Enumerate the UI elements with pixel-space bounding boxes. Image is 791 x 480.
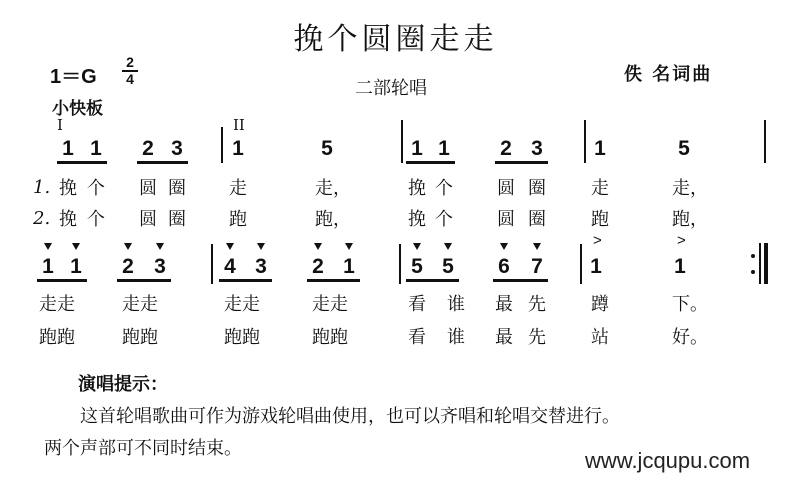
lyric: 跑 <box>591 209 609 230</box>
lyric: 挽 <box>59 209 77 230</box>
lyric: 跑跑 <box>224 327 260 348</box>
lyric: 挽 <box>59 178 77 199</box>
lyric: 好。 <box>672 327 708 348</box>
staccato-mark <box>533 243 541 250</box>
lyric: 个 <box>435 178 453 199</box>
note: 3 <box>154 255 166 278</box>
staccato-mark <box>444 243 452 250</box>
lyric: 蹲 <box>591 294 609 315</box>
note: 1 <box>90 137 102 160</box>
repeat-thick-line <box>764 243 768 284</box>
eighth-beam <box>137 161 188 164</box>
note: 5 <box>411 255 423 278</box>
lyric: 走走 <box>39 294 75 315</box>
bar-line <box>401 120 403 163</box>
note: 1 <box>438 137 450 160</box>
part-one-marker: I <box>57 116 63 134</box>
eighth-beam <box>406 161 455 164</box>
tips-heading: 演唱提示： <box>78 374 168 395</box>
bar-line <box>584 120 586 163</box>
note: 3 <box>531 137 543 160</box>
note: 2 <box>312 255 324 278</box>
note: 1 <box>590 255 602 278</box>
lyric: 先 <box>528 294 546 315</box>
repeat-thin-line <box>759 243 761 284</box>
lyric: 谁 <box>447 327 465 348</box>
bar-line <box>221 127 223 163</box>
lyric: 先 <box>528 327 546 348</box>
time-signature-bottom: 4 <box>126 71 134 87</box>
staccato-mark <box>72 243 80 250</box>
lyric: 圆 <box>497 178 515 199</box>
staccato-mark <box>156 243 164 250</box>
lyric: 走， <box>672 178 708 199</box>
eighth-beam <box>57 161 107 164</box>
lyric: 跑， <box>315 209 351 230</box>
note: 5 <box>442 255 454 278</box>
lyric: 圆 <box>139 178 157 199</box>
note: 1 <box>62 137 74 160</box>
note: 1 <box>594 137 606 160</box>
lyric: 跑 <box>229 209 247 230</box>
time-signature <box>122 56 138 86</box>
lyric: 圈 <box>168 209 186 230</box>
lyric: 走 <box>229 178 247 199</box>
part-two-marker: II <box>233 116 245 134</box>
lyric: 圈 <box>528 209 546 230</box>
staccato-mark <box>226 243 234 250</box>
lyric: 最 <box>495 294 513 315</box>
repeat-dot <box>751 254 755 258</box>
lyric: 走走 <box>122 294 158 315</box>
note: 3 <box>171 137 183 160</box>
note: 7 <box>531 255 543 278</box>
lyric: 谁 <box>447 294 465 315</box>
tempo-marking: 小快板 <box>52 99 103 119</box>
tips-line-2: 两个声部可不同时结束。 <box>44 438 242 459</box>
note: 5 <box>321 137 333 160</box>
lyric: 圈 <box>528 178 546 199</box>
lyric: 挽 <box>408 209 426 230</box>
lyric: 圆 <box>497 209 515 230</box>
eighth-beam <box>493 279 548 282</box>
verse-number: 1. <box>33 177 51 198</box>
eighth-beam <box>117 279 171 282</box>
lyric: 走走 <box>312 294 348 315</box>
note: 2 <box>500 137 512 160</box>
lyric: 圆 <box>139 209 157 230</box>
accent-mark: > <box>677 232 686 249</box>
note: 2 <box>142 137 154 160</box>
lyric: 走 <box>591 178 609 199</box>
staccato-mark <box>124 243 132 250</box>
staccato-mark <box>257 243 265 250</box>
eighth-beam <box>37 279 87 282</box>
key-signature: 1＝G <box>50 66 97 88</box>
lyric: 个 <box>435 209 453 230</box>
note: 2 <box>122 255 134 278</box>
lyric: 个 <box>87 209 105 230</box>
lyric: 走， <box>315 178 351 199</box>
bar-line <box>580 244 582 284</box>
note: 1 <box>674 255 686 278</box>
note: 1 <box>42 255 54 278</box>
subtitle: 二部轮唱 <box>355 78 427 99</box>
staccato-mark <box>345 243 353 250</box>
lyric: 看 <box>408 294 426 315</box>
lyric: 挽 <box>408 178 426 199</box>
accent-mark: > <box>593 232 602 249</box>
verse-number: 2. <box>33 208 51 229</box>
eighth-beam <box>307 279 360 282</box>
lyric: 跑跑 <box>39 327 75 348</box>
bar-line <box>764 120 766 163</box>
note: 4 <box>224 255 236 278</box>
lyric: 站 <box>591 327 609 348</box>
note: 1 <box>343 255 355 278</box>
lyric: 跑跑 <box>122 327 158 348</box>
staccato-mark <box>413 243 421 250</box>
tips-line-1: 这首轮唱歌曲可作为游戏轮唱曲使用，也可以齐唱和轮唱交替进行。 <box>80 406 620 427</box>
lyric: 圈 <box>168 178 186 199</box>
note: 1 <box>411 137 423 160</box>
repeat-dot <box>751 270 755 274</box>
note: 1 <box>70 255 82 278</box>
lyric: 最 <box>495 327 513 348</box>
note: 3 <box>255 255 267 278</box>
bar-line <box>399 244 401 284</box>
lyric: 跑， <box>672 209 708 230</box>
lyric: 走走 <box>224 294 260 315</box>
staccato-mark <box>314 243 322 250</box>
note: 1 <box>232 137 244 160</box>
staccato-mark <box>500 243 508 250</box>
credit: 佚 名词曲 <box>624 64 713 85</box>
note: 5 <box>678 137 690 160</box>
song-title: 挽个圆圈走走 <box>293 22 498 57</box>
staccato-mark <box>44 243 52 250</box>
eighth-beam <box>219 279 272 282</box>
lyric: 看 <box>408 327 426 348</box>
watermark: www.jcqupu.com <box>585 448 751 473</box>
lyric: 跑跑 <box>312 327 348 348</box>
note: 6 <box>498 255 510 278</box>
eighth-beam <box>495 161 548 164</box>
lyric: 个 <box>87 178 105 199</box>
eighth-beam <box>406 279 459 282</box>
bar-line <box>211 244 213 284</box>
lyric: 下。 <box>672 294 708 315</box>
time-signature-top: 2 <box>126 54 134 70</box>
